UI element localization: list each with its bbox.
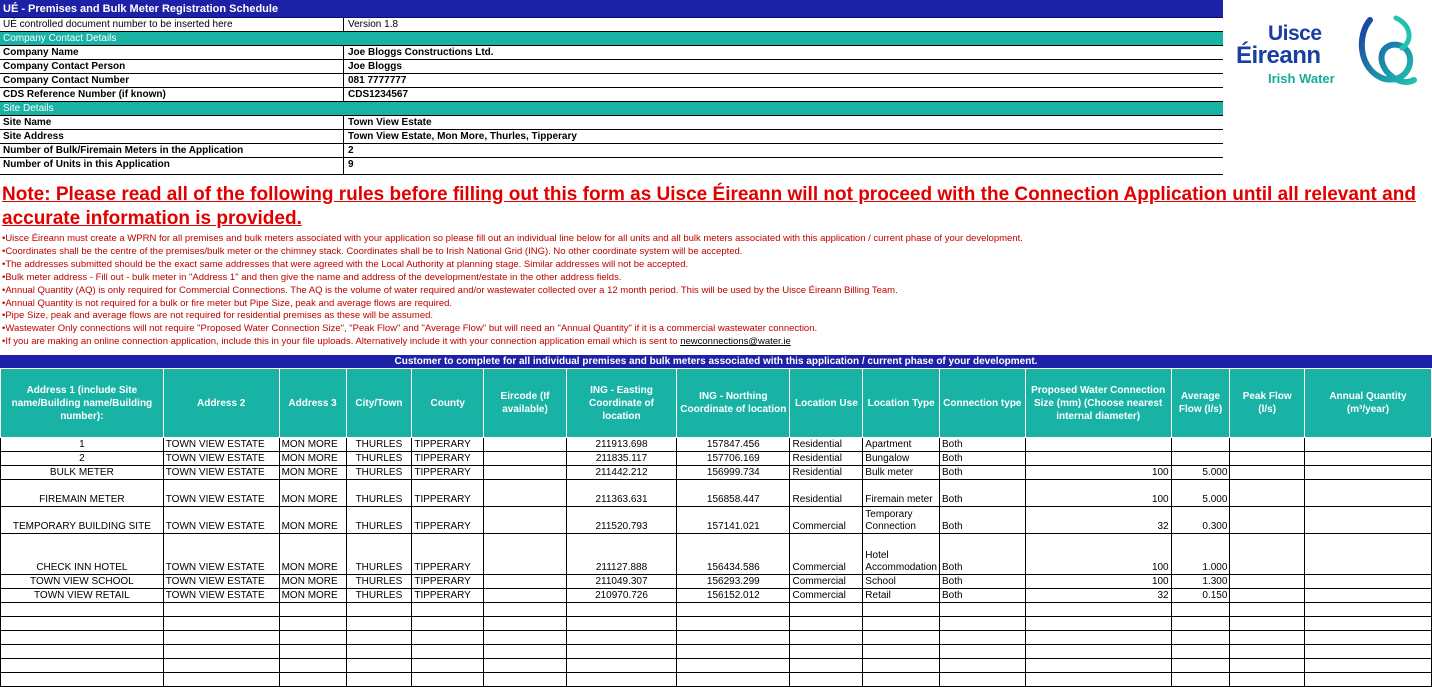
northing-cell[interactable]: 156434.586 <box>677 534 790 575</box>
address-2-cell[interactable]: TOWN VIEW ESTATE <box>163 438 279 452</box>
col-connection-type[interactable]: Connection type <box>940 369 1026 438</box>
empty-cell[interactable] <box>677 659 790 673</box>
empty-cell[interactable] <box>790 631 863 645</box>
doc-number-row <box>0 18 1223 32</box>
col-address-3[interactable]: Address 3 <box>279 369 346 438</box>
address-2-cell[interactable]: TOWN VIEW ESTATE <box>163 534 279 575</box>
connection-size-cell[interactable]: 100 <box>1025 480 1171 507</box>
empty-cell[interactable] <box>346 617 412 631</box>
empty-cell[interactable] <box>279 659 346 673</box>
northing-cell[interactable]: 156858.447 <box>677 480 790 507</box>
empty-cell[interactable] <box>677 673 790 687</box>
site-row <box>0 130 1223 144</box>
annual-quantity-cell[interactable] <box>1304 480 1431 507</box>
empty-cell[interactable] <box>566 603 676 617</box>
eircode-cell[interactable] <box>484 575 567 589</box>
easting-cell[interactable]: 211520.793 <box>566 507 676 534</box>
location-type-cell[interactable]: Temporary Connection <box>863 507 940 534</box>
empty-cell[interactable] <box>790 645 863 659</box>
cds-reference-label: CDS Reference Number (if known) <box>0 88 344 102</box>
annual-quantity-cell[interactable] <box>1304 438 1431 452</box>
empty-cell[interactable] <box>346 645 412 659</box>
average-flow-cell[interactable]: 0.150 <box>1171 589 1230 603</box>
county-cell[interactable]: TIPPERARY <box>412 438 484 452</box>
location-use-cell[interactable]: Residential <box>790 438 863 452</box>
empty-cell[interactable] <box>1304 631 1431 645</box>
col-peak-flow[interactable]: Peak Flow (l/s) <box>1230 369 1304 438</box>
important-note: Note: Please read all of the following rules before filling out this form as Uisce Éireann will not proceed with the Connection Application until all relevant and accurate information is provided. <box>2 184 1416 229</box>
table-banner: Customer to complete for all individual premises and bulk meters associated with this application / current phase of your development. <box>0 355 1432 368</box>
peak-flow-cell[interactable] <box>1230 480 1304 507</box>
empty-cell[interactable] <box>412 673 484 687</box>
empty-cell[interactable] <box>163 645 279 659</box>
empty-cell[interactable] <box>863 659 940 673</box>
eircode-cell[interactable] <box>484 466 567 480</box>
empty-cell[interactable] <box>1 673 164 687</box>
address-2-cell[interactable]: TOWN VIEW ESTATE <box>163 466 279 480</box>
city-cell[interactable]: THURLES <box>346 466 412 480</box>
easting-cell[interactable]: 211913.698 <box>566 438 676 452</box>
connection-type-cell[interactable]: Both <box>940 466 1026 480</box>
empty-cell[interactable] <box>677 617 790 631</box>
rule-item: •Bulk meter address - Fill out - bulk meter in "Address 1" and then give the name and address of the development/estate in the other address fields. <box>2 271 622 283</box>
empty-cell[interactable] <box>940 603 1026 617</box>
empty-cell[interactable] <box>279 673 346 687</box>
empty-cell[interactable] <box>1230 645 1304 659</box>
contact-number-label: Company Contact Number <box>0 74 344 88</box>
table-row <box>1 507 1432 534</box>
units-count-value[interactable]: 9 <box>348 159 354 170</box>
address-1-cell[interactable]: BULK METER <box>1 466 164 480</box>
empty-cell[interactable] <box>346 603 412 617</box>
location-type-cell[interactable]: Hotel Accommodation <box>863 534 940 575</box>
company-name-label: Company Name <box>0 46 344 60</box>
company-name-value[interactable]: Joe Bloggs Constructions Ltd. <box>348 47 494 58</box>
company-row <box>0 88 1223 102</box>
contact-person-value[interactable]: Joe Bloggs <box>348 61 402 72</box>
empty-cell[interactable] <box>1025 603 1171 617</box>
empty-cell[interactable] <box>1025 659 1171 673</box>
empty-cell[interactable] <box>1171 659 1230 673</box>
site-address-value[interactable]: Town View Estate, Mon More, Thurles, Tipperary <box>348 131 577 142</box>
empty-cell[interactable] <box>1025 645 1171 659</box>
city-cell[interactable]: THURLES <box>346 507 412 534</box>
connection-size-cell[interactable]: 100 <box>1025 466 1171 480</box>
company-row <box>0 74 1223 88</box>
connection-size-cell[interactable]: 32 <box>1025 589 1171 603</box>
average-flow-cell[interactable] <box>1171 438 1230 452</box>
empty-cell[interactable] <box>412 631 484 645</box>
col-northing[interactable]: ING - Northing Coordinate of location <box>677 369 790 438</box>
eircode-cell[interactable] <box>484 438 567 452</box>
company-row <box>0 46 1223 60</box>
location-use-cell[interactable]: Residential <box>790 452 863 466</box>
empty-cell[interactable] <box>484 617 567 631</box>
empty-cell[interactable] <box>677 603 790 617</box>
northing-cell[interactable]: 157847.456 <box>677 438 790 452</box>
peak-flow-cell[interactable] <box>1230 589 1304 603</box>
empty-cell[interactable] <box>1025 631 1171 645</box>
peak-flow-cell[interactable] <box>1230 438 1304 452</box>
table-row <box>1 480 1432 507</box>
address-1-cell[interactable]: TOWN VIEW RETAIL <box>1 589 164 603</box>
peak-flow-cell[interactable] <box>1230 466 1304 480</box>
location-type-cell[interactable]: Bulk meter <box>863 466 940 480</box>
site-row <box>0 158 1223 175</box>
empty-cell[interactable] <box>1304 617 1431 631</box>
rule-last-text: •If you are making an online connection application, include this in your file uploads. Alternatively include it with your connection application email which is sent to <box>2 336 681 348</box>
table-row <box>1 466 1432 480</box>
col-address-2[interactable]: Address 2 <box>163 369 279 438</box>
address-1-cell[interactable]: TEMPORARY BUILDING SITE <box>1 507 164 534</box>
average-flow-cell[interactable]: 0.300 <box>1171 507 1230 534</box>
empty-cell[interactable] <box>566 673 676 687</box>
col-address-1[interactable]: Address 1 (include Site name/Building name/Building number): <box>1 369 164 438</box>
address-2-cell[interactable]: TOWN VIEW ESTATE <box>163 575 279 589</box>
empty-cell[interactable] <box>1230 673 1304 687</box>
contact-person-label: Company Contact Person <box>0 60 344 74</box>
units-count-label: Number of Units in this Application <box>0 158 344 175</box>
connection-type-cell[interactable]: Both <box>940 452 1026 466</box>
connection-size-cell[interactable]: 32 <box>1025 507 1171 534</box>
empty-cell[interactable] <box>484 631 567 645</box>
address-3-cell[interactable]: MON MORE <box>279 480 346 507</box>
logo-line-2: Éireann <box>1236 42 1321 69</box>
city-cell[interactable]: THURLES <box>346 452 412 466</box>
col-location-use[interactable]: Location Use <box>790 369 863 438</box>
empty-cell[interactable] <box>566 645 676 659</box>
connection-size-cell[interactable]: 100 <box>1025 575 1171 589</box>
connection-type-cell[interactable]: Both <box>940 507 1026 534</box>
eircode-cell[interactable] <box>484 534 567 575</box>
table-row <box>1 575 1432 589</box>
empty-table-row <box>1 659 1432 673</box>
address-2-cell[interactable]: TOWN VIEW ESTATE <box>163 589 279 603</box>
empty-cell[interactable] <box>1 603 164 617</box>
empty-cell[interactable] <box>1 617 164 631</box>
site-address-label: Site Address <box>0 130 344 144</box>
peak-flow-cell[interactable] <box>1230 507 1304 534</box>
empty-cell[interactable] <box>863 631 940 645</box>
average-flow-cell[interactable]: 5.000 <box>1171 480 1230 507</box>
easting-cell[interactable]: 210970.726 <box>566 589 676 603</box>
rule-item: •Annual Quantity is not required for a bulk or fire meter but Pipe Size, peak and average flows are required. <box>2 297 453 309</box>
empty-table-row <box>1 603 1432 617</box>
empty-cell[interactable] <box>163 617 279 631</box>
company-section-title: Company Contact Details <box>0 32 1223 46</box>
rule-item: •Annual Quantity (AQ) is only required for Commercial Connections. The AQ is the volume of water required and/or wastewater collected over a 12 month period. This will be used by the Uisce Éireann Billing Team. <box>2 284 898 296</box>
rule-item: •Wastewater Only connections will not require "Proposed Water Connection Size", "Peak Flow" and "Average Flow" but will need an "Annual Quantity" if it is a commercial wastewater connection. <box>2 323 818 335</box>
northing-cell[interactable]: 157141.021 <box>677 507 790 534</box>
empty-cell[interactable] <box>1 631 164 645</box>
col-city[interactable]: City/Town <box>346 369 412 438</box>
annual-quantity-cell[interactable] <box>1304 589 1431 603</box>
eircode-cell[interactable] <box>484 507 567 534</box>
rules-list <box>2 233 1422 349</box>
empty-cell[interactable] <box>790 603 863 617</box>
version-value[interactable]: Version 1.8 <box>348 19 399 30</box>
average-flow-cell[interactable]: 1.300 <box>1171 575 1230 589</box>
county-cell[interactable]: TIPPERARY <box>412 466 484 480</box>
city-cell[interactable]: THURLES <box>346 534 412 575</box>
northing-cell[interactable]: 157706.169 <box>677 452 790 466</box>
address-1-cell[interactable]: TOWN VIEW SCHOOL <box>1 575 164 589</box>
col-connection-size[interactable]: Proposed Water Connection Size (mm) (Choose nearest internal diameter) <box>1025 369 1171 438</box>
empty-cell[interactable] <box>412 617 484 631</box>
connection-type-cell[interactable]: Both <box>940 480 1026 507</box>
location-type-cell[interactable]: Retail <box>863 589 940 603</box>
empty-cell[interactable] <box>412 645 484 659</box>
address-1-cell[interactable]: 2 <box>1 452 164 466</box>
uisce-eireann-logo <box>1223 0 1432 104</box>
site-name-value[interactable]: Town View Estate <box>348 117 432 128</box>
empty-cell[interactable] <box>1230 659 1304 673</box>
rule-item: •Uisce Éireann must create a WPRN for all premises and bulk meters associated with your application so please fill out an individual line below for all units and all bulk meters associated with this application / current phase of your development. <box>2 233 1023 244</box>
average-flow-cell[interactable] <box>1171 452 1230 466</box>
city-cell[interactable]: THURLES <box>346 589 412 603</box>
empty-cell[interactable] <box>677 631 790 645</box>
address-2-cell[interactable]: TOWN VIEW ESTATE <box>163 480 279 507</box>
city-cell[interactable]: THURLES <box>346 438 412 452</box>
empty-cell[interactable] <box>1171 603 1230 617</box>
location-type-cell[interactable]: Bungalow <box>863 452 940 466</box>
empty-cell[interactable] <box>484 603 567 617</box>
location-use-cell[interactable]: Commercial <box>790 507 863 534</box>
empty-cell[interactable] <box>163 659 279 673</box>
county-cell[interactable]: TIPPERARY <box>412 480 484 507</box>
empty-table-row <box>1 631 1432 645</box>
county-cell[interactable]: TIPPERARY <box>412 589 484 603</box>
peak-flow-cell[interactable] <box>1230 534 1304 575</box>
address-2-cell[interactable]: TOWN VIEW ESTATE <box>163 452 279 466</box>
location-type-cell[interactable]: Firemain meter <box>863 480 940 507</box>
logo-line-1: Uisce <box>1268 22 1322 45</box>
average-flow-cell[interactable]: 5.000 <box>1171 466 1230 480</box>
address-1-cell[interactable]: FIREMAIN METER <box>1 480 164 507</box>
connection-size-cell[interactable]: 100 <box>1025 534 1171 575</box>
empty-cell[interactable] <box>863 603 940 617</box>
empty-cell[interactable] <box>940 659 1026 673</box>
connection-size-cell[interactable] <box>1025 452 1171 466</box>
address-2-cell[interactable]: TOWN VIEW ESTATE <box>163 507 279 534</box>
empty-cell[interactable] <box>940 631 1026 645</box>
address-3-cell[interactable]: MON MORE <box>279 466 346 480</box>
northing-cell[interactable]: 156999.734 <box>677 466 790 480</box>
sheet-title: UÉ - Premises and Bulk Meter Registration Schedule <box>0 0 1223 18</box>
empty-cell[interactable] <box>346 631 412 645</box>
empty-cell[interactable] <box>566 631 676 645</box>
eircode-cell[interactable] <box>484 480 567 507</box>
col-easting[interactable]: ING - Easting Coordinate of location <box>566 369 676 438</box>
col-location-type[interactable]: Location Type <box>863 369 940 438</box>
connection-size-cell[interactable] <box>1025 438 1171 452</box>
empty-cell[interactable] <box>1304 645 1431 659</box>
logo-swirl-icon <box>1348 14 1420 94</box>
empty-cell[interactable] <box>1230 631 1304 645</box>
rule-item: •Coordinates shall be the centre of the premises/bulk meter or the chimney stack. Coordinates shall be to Irish National Grid (ING). No other coordinate system will be accepted. <box>2 245 743 257</box>
site-section-title: Site Details <box>0 102 1223 116</box>
empty-cell[interactable] <box>1 659 164 673</box>
rule-item: •The addresses submitted should be the exact same addresses that were agreed with the Local Authority at planning stage. Similar addresses will not be accepted. <box>2 258 689 270</box>
empty-cell[interactable] <box>279 617 346 631</box>
empty-cell[interactable] <box>940 617 1026 631</box>
county-cell[interactable]: TIPPERARY <box>412 452 484 466</box>
empty-cell[interactable] <box>863 617 940 631</box>
easting-cell[interactable]: 211127.888 <box>566 534 676 575</box>
empty-cell[interactable] <box>863 673 940 687</box>
empty-cell[interactable] <box>484 673 567 687</box>
empty-cell[interactable] <box>1230 617 1304 631</box>
easting-cell[interactable]: 211442.212 <box>566 466 676 480</box>
city-cell[interactable]: THURLES <box>346 575 412 589</box>
empty-cell[interactable] <box>790 659 863 673</box>
address-3-cell[interactable]: MON MORE <box>279 507 346 534</box>
col-average-flow[interactable]: Average Flow (l/s) <box>1171 369 1230 438</box>
connection-type-cell[interactable]: Both <box>940 438 1026 452</box>
address-3-cell[interactable]: MON MORE <box>279 589 346 603</box>
county-cell[interactable]: TIPPERARY <box>412 507 484 534</box>
connection-type-cell[interactable]: Both <box>940 589 1026 603</box>
location-use-cell[interactable]: Commercial <box>790 575 863 589</box>
empty-cell[interactable] <box>940 673 1026 687</box>
average-flow-cell[interactable]: 1.000 <box>1171 534 1230 575</box>
company-row <box>0 60 1223 74</box>
table-row <box>1 452 1432 466</box>
email-link[interactable]: newconnections@water.ie <box>680 336 791 348</box>
eircode-cell[interactable] <box>484 452 567 466</box>
empty-cell[interactable] <box>790 617 863 631</box>
empty-table-row <box>1 645 1432 659</box>
logo-line-3: Irish Water <box>1268 71 1335 86</box>
county-cell[interactable]: TIPPERARY <box>412 534 484 575</box>
empty-cell[interactable] <box>1304 659 1431 673</box>
site-row <box>0 116 1223 130</box>
peak-flow-cell[interactable] <box>1230 452 1304 466</box>
location-type-cell[interactable]: Apartment <box>863 438 940 452</box>
site-name-label: Site Name <box>0 116 344 130</box>
easting-cell[interactable]: 211835.117 <box>566 452 676 466</box>
table-row <box>1 534 1432 575</box>
location-use-cell[interactable]: Residential <box>790 480 863 507</box>
annual-quantity-cell[interactable] <box>1304 466 1431 480</box>
col-eircode[interactable]: Eircode (If available) <box>484 369 567 438</box>
empty-cell[interactable] <box>1025 673 1171 687</box>
empty-cell[interactable] <box>279 631 346 645</box>
empty-cell[interactable] <box>1171 645 1230 659</box>
doc-number-label[interactable]: UÉ controlled document number to be inserted here <box>0 18 344 32</box>
empty-cell[interactable] <box>1 645 164 659</box>
empty-cell[interactable] <box>346 659 412 673</box>
connection-type-cell[interactable]: Both <box>940 575 1026 589</box>
bulk-meters-count-value[interactable]: 2 <box>348 145 354 156</box>
location-use-cell[interactable]: Commercial <box>790 589 863 603</box>
northing-cell[interactable]: 156152.012 <box>677 589 790 603</box>
cds-reference-value[interactable]: CDS1234567 <box>348 89 409 100</box>
empty-cell[interactable] <box>1304 603 1431 617</box>
empty-table-row <box>1 617 1432 631</box>
address-3-cell[interactable]: MON MORE <box>279 534 346 575</box>
empty-cell[interactable] <box>412 603 484 617</box>
eircode-cell[interactable] <box>484 589 567 603</box>
empty-cell[interactable] <box>566 659 676 673</box>
location-use-cell[interactable]: Commercial <box>790 534 863 575</box>
table-row <box>1 589 1432 603</box>
col-county[interactable]: County <box>412 369 484 438</box>
empty-table-row <box>1 673 1432 687</box>
empty-cell[interactable] <box>1230 603 1304 617</box>
peak-flow-cell[interactable] <box>1230 575 1304 589</box>
annual-quantity-cell[interactable] <box>1304 452 1431 466</box>
easting-cell[interactable]: 211049.307 <box>566 575 676 589</box>
city-cell[interactable]: THURLES <box>346 480 412 507</box>
empty-cell[interactable] <box>484 645 567 659</box>
location-type-cell[interactable]: School <box>863 575 940 589</box>
easting-cell[interactable]: 211363.631 <box>566 480 676 507</box>
northing-cell[interactable]: 156293.299 <box>677 575 790 589</box>
empty-cell[interactable] <box>1171 631 1230 645</box>
empty-cell[interactable] <box>163 631 279 645</box>
connection-type-cell[interactable]: Both <box>940 534 1026 575</box>
county-cell[interactable]: TIPPERARY <box>412 575 484 589</box>
empty-cell[interactable] <box>677 645 790 659</box>
empty-cell[interactable] <box>940 645 1026 659</box>
annual-quantity-cell[interactable] <box>1304 534 1431 575</box>
address-1-cell[interactable]: CHECK INN HOTEL <box>1 534 164 575</box>
empty-cell[interactable] <box>863 645 940 659</box>
empty-cell[interactable] <box>163 673 279 687</box>
empty-cell[interactable] <box>279 645 346 659</box>
annual-quantity-cell[interactable] <box>1304 507 1431 534</box>
empty-cell[interactable] <box>279 603 346 617</box>
premises-table <box>0 368 1432 687</box>
address-1-cell[interactable]: 1 <box>1 438 164 452</box>
empty-cell[interactable] <box>790 673 863 687</box>
rule-item-last <box>2 336 1422 349</box>
empty-cell[interactable] <box>412 659 484 673</box>
empty-cell[interactable] <box>484 659 567 673</box>
col-annual-quantity[interactable]: Annual Quantity (m³/year) <box>1304 369 1431 438</box>
address-3-cell[interactable]: MON MORE <box>279 452 346 466</box>
empty-cell[interactable] <box>163 603 279 617</box>
empty-cell[interactable] <box>1025 617 1171 631</box>
empty-cell[interactable] <box>566 617 676 631</box>
address-3-cell[interactable]: MON MORE <box>279 575 346 589</box>
table-header-row <box>1 369 1432 438</box>
annual-quantity-cell[interactable] <box>1304 575 1431 589</box>
empty-cell[interactable] <box>1171 673 1230 687</box>
site-row <box>0 144 1223 158</box>
location-use-cell[interactable]: Residential <box>790 466 863 480</box>
empty-cell[interactable] <box>346 673 412 687</box>
address-3-cell[interactable]: MON MORE <box>279 438 346 452</box>
contact-number-value[interactable]: 081 7777777 <box>348 75 407 86</box>
rule-item: •Pipe Size, peak and average flows are not required for residential premises as these will be assumed. <box>2 310 434 322</box>
empty-cell[interactable] <box>1304 673 1431 687</box>
table-row <box>1 438 1432 452</box>
empty-cell[interactable] <box>1171 617 1230 631</box>
bulk-meters-count-label: Number of Bulk/Firemain Meters in the Application <box>0 144 344 158</box>
